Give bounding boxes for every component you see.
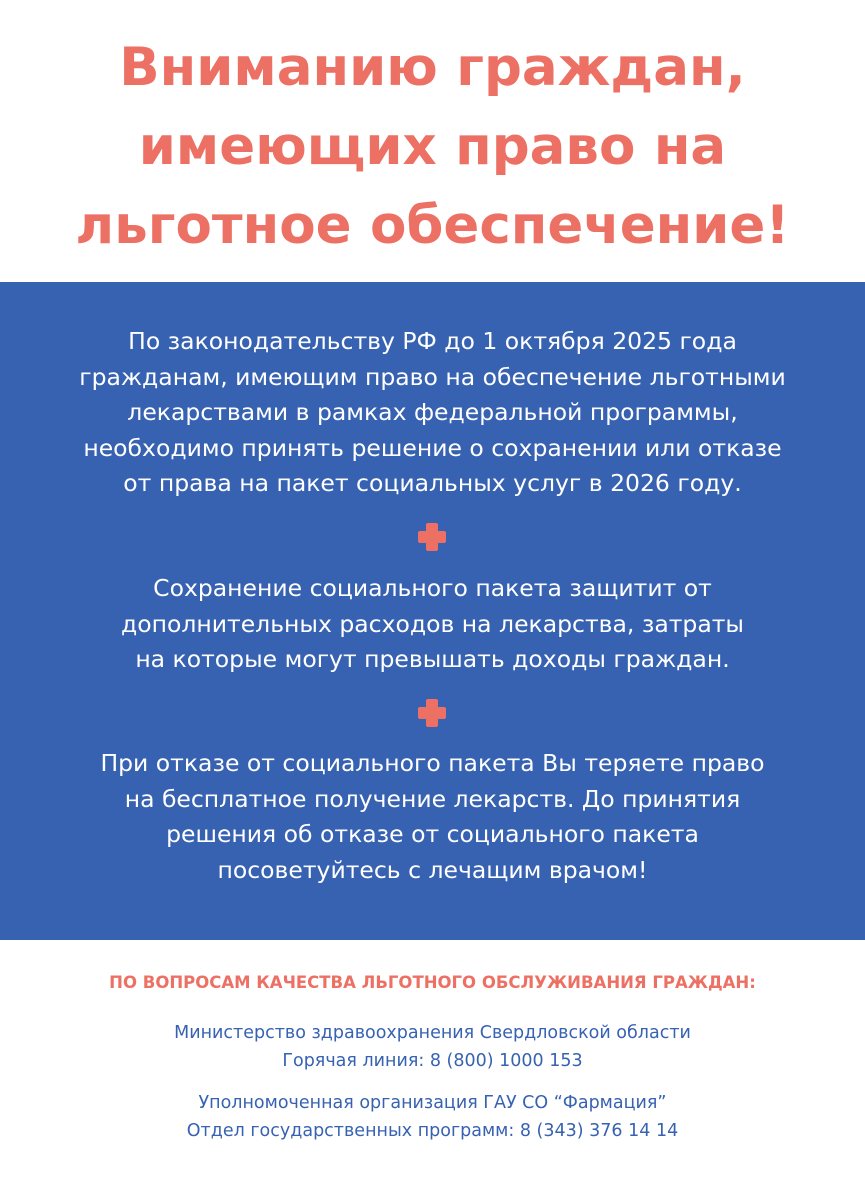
title-line-2: имеющих право на xyxy=(138,116,727,177)
medical-cross-icon xyxy=(418,523,446,551)
paragraph-line: на бесплатное получение лекарств. До принятия xyxy=(124,784,741,813)
paragraph-line: гражданам, имеющим право на обеспечение льготными xyxy=(79,362,786,391)
paragraph-line: При отказе от социального пакета Вы теряете право xyxy=(100,749,765,777)
paragraph-line: решения об отказе от социального пакета xyxy=(166,820,699,848)
paragraph-line: посоветуйтесь с лечащим врачом! xyxy=(217,855,648,884)
contact-organization xyxy=(0,1089,865,1145)
info-panel xyxy=(0,282,865,940)
poster-title xyxy=(0,28,865,265)
medical-cross-icon xyxy=(418,699,446,727)
paragraph-warning xyxy=(0,746,865,888)
contact-ministry xyxy=(0,1019,865,1075)
title-line-1: Вниманию граждан, xyxy=(119,37,746,98)
paragraph-deadline xyxy=(0,324,865,502)
paragraph-line: дополнительных расходов на лекарства, затраты xyxy=(121,609,744,638)
paragraph-line: лекарствами в рамках федеральной программы, xyxy=(127,398,738,426)
paragraph-benefit xyxy=(0,571,865,678)
organization-department-phone: Отдел государственных программ: 8 (343) 376 14 14 xyxy=(186,1121,679,1141)
organization-name: Уполномоченная организация ГАУ СО “Фармация” xyxy=(198,1093,667,1113)
paragraph-line: По законодательству РФ до 1 октября 2025 года xyxy=(128,327,737,355)
paragraph-line: Сохранение социального пакета защитит от xyxy=(153,574,712,602)
title-line-3: льготное обеспечение! xyxy=(75,195,790,256)
paragraph-line: необходимо принять решение о сохранении или отказе xyxy=(83,433,782,462)
ministry-name: Министерство здравоохранения Свердловской области xyxy=(174,1023,691,1043)
ministry-hotline: Горячая линия: 8 (800) 1000 153 xyxy=(282,1051,583,1071)
contacts-heading: ПО ВОПРОСАМ КАЧЕСТВА ЛЬГОТНОГО ОБСЛУЖИВАНИЯ ГРАЖДАН: xyxy=(109,973,756,992)
paragraph-line: на которые могут превышать доходы граждан. xyxy=(135,645,730,673)
paragraph-line: от права на пакет социальных услуг в 2026 году. xyxy=(123,469,742,497)
